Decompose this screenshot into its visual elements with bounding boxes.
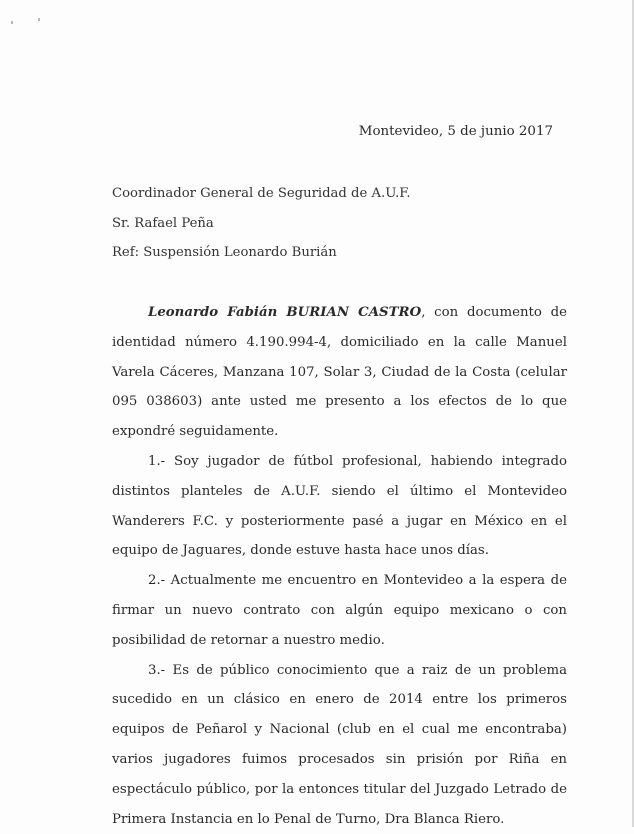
paragraph-1 [112, 447, 567, 566]
intro-paragraph [112, 298, 567, 447]
date-line: Montevideo, 5 de junio 2017 [358, 124, 553, 139]
letter-body [112, 298, 567, 834]
recipient-title: Coordinador General de Seguridad de A.U.F. [112, 186, 411, 201]
scan-speck [11, 21, 13, 24]
paragraph-3-text: 3.- Es de público conocimiento que a raiz de un problema sucedido en un clásico en enero de 2014 entre los primeros equipos de Peñarol y Nacional (club en el cual me encontraba) varios jugadores fuimos procesados sin prisión por Riña en espectáculo público, por la entonces titular del Juzgado Letrado de Primera Instancia en lo Penal de Turno, Dra Blanca Riero. [112, 662, 567, 827]
recipient-name: Sr. Rafael Peña [112, 216, 214, 231]
paragraph-2 [112, 566, 567, 655]
reference-line: Ref: Suspensión Leonardo Burián [112, 245, 337, 260]
sender-name: Leonardo Fabián BURIAN CASTRO [148, 305, 422, 320]
scan-speck [38, 18, 40, 21]
intro-text: , con documento de identidad número 4.190.994-4, domiciliado en la calle Manuel Varela Cáceres, Manzana 107, Solar 3, Ciudad de la Costa (celular 095 038603) ante usted me presento a los efectos de lo que expondré seguidamente. [112, 305, 567, 440]
paragraph-2-text: 2.- Actualmente me encuentro en Montevideo a la espera de firmar un nuevo contrato con algún equipo mexicano o con posibilidad de retornar a nuestro medio. [112, 573, 567, 648]
paragraph-1-text: 1.- Soy jugador de fútbol profesional, habiendo integrado distintos planteles de A.U.F. siendo el último el Montevideo Wanderers F.C. y posteriormente pasé a jugar en México en el equipo de Jaguares, donde estuve hasta hace unos días. [112, 453, 567, 559]
paragraph-3 [112, 656, 567, 834]
